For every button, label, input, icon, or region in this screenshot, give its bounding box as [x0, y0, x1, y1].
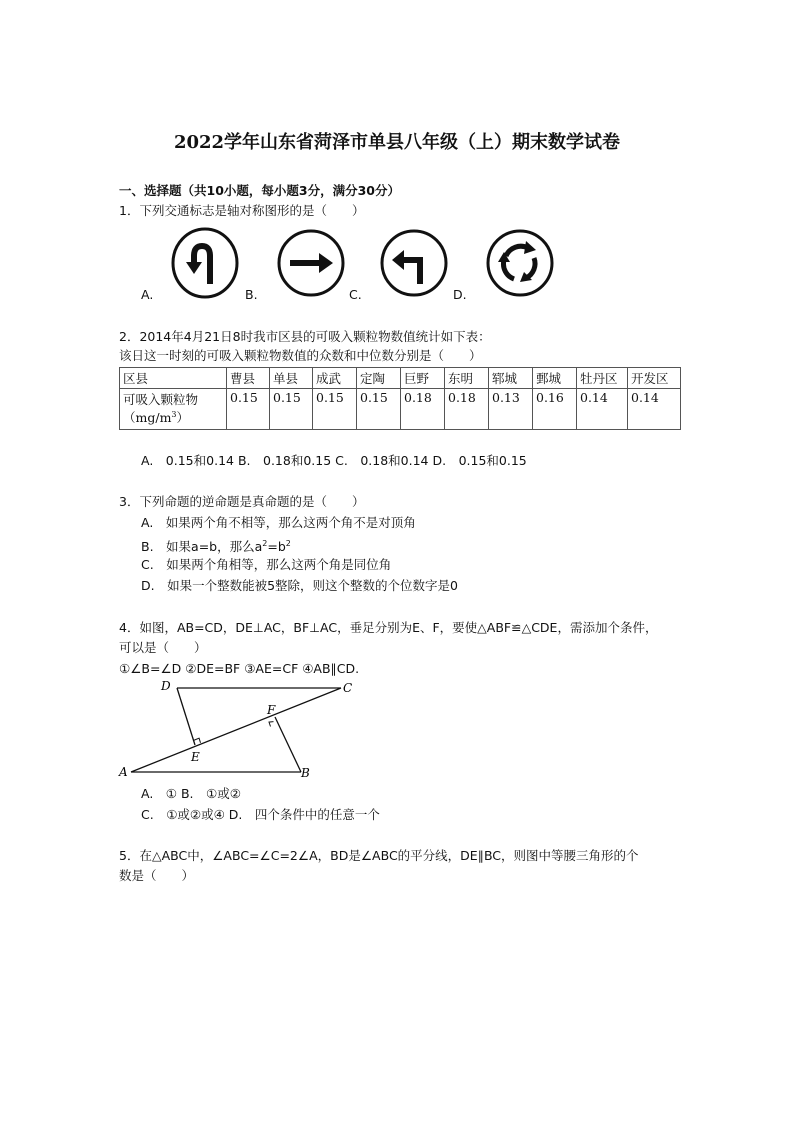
table-row-label [120, 389, 227, 430]
right-arrow-sign-icon [275, 228, 347, 298]
table-cell: 0.14 [628, 389, 681, 430]
table-header-cell: 单县 [270, 368, 313, 389]
q4-options-ab: A. ① B. ①或② [141, 786, 241, 801]
table-header-cell: 曹县 [227, 368, 270, 389]
row-label-text: 可吸入颗粒物 [123, 392, 199, 407]
page-title: 2022学年山东省菏泽市单县八年级（上）期末数学试卷 [173, 132, 621, 153]
point-e-label: E [191, 750, 200, 764]
table-header-cell: 开发区 [628, 368, 681, 389]
table-cell: 0.18 [445, 389, 489, 430]
table-cell: 0.15 [227, 389, 270, 430]
table-cell: 0.14 [577, 389, 628, 430]
table-header-cell: 郓城 [489, 368, 533, 389]
table-header-cell: 定陶 [357, 368, 401, 389]
q1-option-d-label: D. [453, 287, 467, 302]
table-header-row [120, 368, 681, 389]
q5-line2: 数是（ ） [119, 868, 195, 883]
table-cell: 0.15 [313, 389, 357, 430]
roundabout-sign-icon [484, 228, 556, 298]
q3-option-d: D. 如果一个整数能被5整除，则这个整数的个位数字是0 [141, 578, 459, 593]
point-d-label: D [161, 679, 171, 693]
table-cell: 0.15 [270, 389, 313, 430]
table-cell: 0.16 [533, 389, 577, 430]
point-c-label: C [343, 681, 353, 695]
table-cell: 0.18 [401, 389, 445, 430]
q4-conditions: ①∠B=∠D ②DE=BF ③AE=CF ④AB∥CD. [119, 661, 360, 676]
table-header-cell: 牡丹区 [577, 368, 628, 389]
table-header-cell: 东明 [445, 368, 489, 389]
table-header-cell: 鄄城 [533, 368, 577, 389]
q1-option-b-label: B. [245, 287, 258, 302]
point-b-label: B [301, 766, 310, 780]
q2-line2: 该日这一时刻的可吸入颗粒物数值的众数和中位数分别是（ ） [119, 348, 482, 363]
table-header-cell: 巨野 [401, 368, 445, 389]
table-header-cell: 区县 [120, 368, 227, 389]
table-header-cell: 成武 [313, 368, 357, 389]
u-turn-sign-icon [170, 226, 240, 301]
table-row [120, 389, 681, 430]
left-turn-sign-icon [378, 228, 450, 298]
section-heading: 一、选择题（共10小题，每小题3分，满分30分） [119, 183, 400, 198]
q1-option-c-label: C. [349, 287, 362, 302]
q4-line1: 4．如图，AB=CD，DE⊥AC，BF⊥AC，垂足分别为E、F，要使△ABF≌△CDE，需添加个条件， [119, 620, 658, 635]
q1-stem: 1．下列交通标志是轴对称图形的是（ ） [119, 203, 365, 218]
q4-line2: 可以是（ ） [119, 640, 207, 655]
q3-option-b: B. 如果a=b，那么$a^2=b^2$ [141, 539, 291, 555]
q3-option-a: A. 如果两个角不相等，那么这两个角不是对顶角 [141, 515, 416, 530]
table-cell: 0.15 [357, 389, 401, 430]
q2-line1: 2．2014年4月21日8时我市区县的可吸入颗粒物数值统计如下表： [119, 329, 491, 344]
q3-stem: 3．下列命题的逆命题是真命题的是（ ） [119, 494, 365, 509]
q3-option-c: C. 如果两个角相等，那么这两个角是同位角 [141, 557, 392, 572]
q1-option-a-label: A. [141, 287, 154, 302]
pm-data-table [119, 367, 681, 430]
q5-line1: 5．在△ABC中，∠ABC=∠C=2∠A，BD是∠ABC的平分线，DE∥BC，则图中等腰三角形的个 [119, 848, 639, 863]
point-a-label: A [119, 765, 128, 779]
row-label-unit: $(mg/m^3)$ [123, 409, 190, 425]
q4-options-cd: C. ①或②或④ D. 四个条件中的任意一个 [141, 807, 380, 822]
geometry-figure [115, 676, 365, 784]
point-f-label: F [267, 703, 276, 717]
q2-options: A. 0.15和0.14 B. 0.18和0.15 C. 0.18和0.14 D. 0.15和0.15 [141, 453, 527, 468]
table-cell: 0.13 [489, 389, 533, 430]
